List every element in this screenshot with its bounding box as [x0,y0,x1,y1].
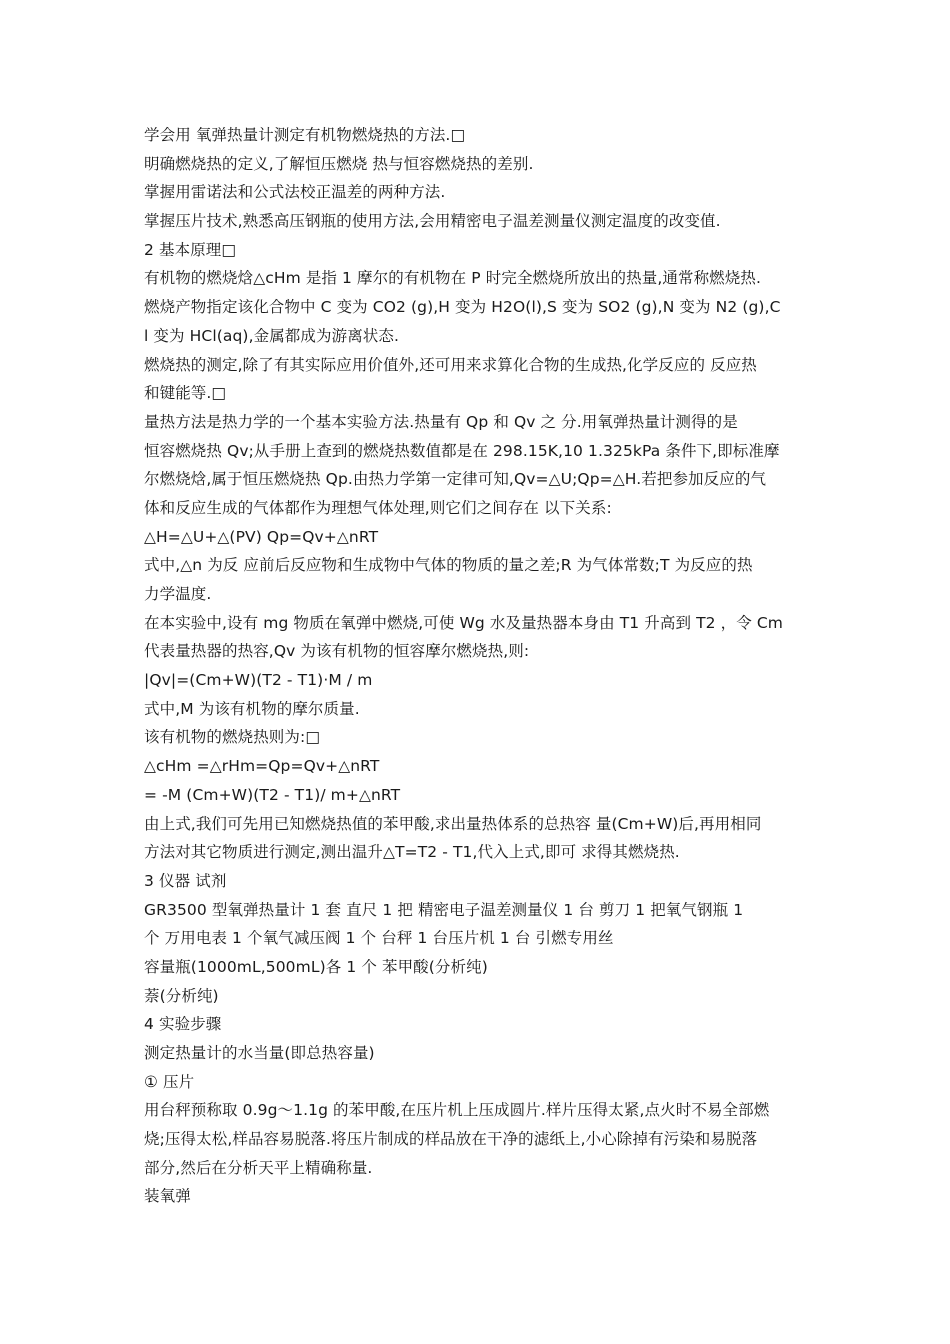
text-line: 萘(分析纯) [144,986,219,1005]
text-line: 学会用 氧弹热量计测定有机物燃烧热的方法.□ [144,126,466,144]
text-line: 体和反应生成的气体都作为理想气体处理,则它们之间存在 以下关系: [144,498,612,517]
text-line: |Qv|=(Cm+W)(T2 - T1)·M / m [144,671,373,690]
text-line: l 变为 HCl(aq),金属都成为游离状态. [144,326,400,345]
text-line: 3 仪器 试剂 [144,871,227,890]
text-line: 部分,然后在分析天平上精确称量. [144,1158,373,1177]
text-line: 掌握用雷诺法和公式法校正温差的两种方法. [144,183,446,202]
document-body [144,121,812,1211]
text-line: △cHm =△rHm=Qp=Qv+△nRT [144,757,380,776]
text-line: 2 基本原理□ [144,240,237,259]
text-line: 力学温度. [144,585,212,603]
text-line: = -M (Cm+W)(T2 - T1)/ m+△nRT [144,785,401,804]
text-line: 和键能等.□ [144,384,227,403]
text-line: 有机物的燃烧焓△cHm 是指 1 摩尔的有机物在 P 时完全燃烧所放出的热量,通常称燃烧热. [144,269,761,288]
text-line: GR3500 型氧弹热量计 1 套 直尺 1 把 精密电子温差测量仪 1 台 剪刀 1 把氧气钢瓶 1 [144,900,744,919]
text-line: 4 实验步骤 [144,1015,222,1034]
text-line: 由上式,我们可先用已知燃烧热值的苯甲酸,求出量热体系的总热容 量(Cm+W)后,再用相同 [144,814,762,833]
text-line: 掌握压片技术,熟悉高压钢瓶的使用方法,会用精密电子温差测量仪测定温度的改变值. [144,212,721,231]
text-line: 燃烧产物指定该化合物中 C 变为 CO2 (g),H 变为 H2O(l),S 变为 SO2 (g),N 变为 N2 (g),C [144,298,781,317]
text-line: 式中,M 为该有机物的摩尔质量. [144,699,360,718]
text-line: 测定热量计的水当量(即总热容量) [144,1044,375,1062]
text-line: 装氧弹 [144,1187,191,1206]
text-line: △H=△U+△(PV) Qp=Qv+△nRT [144,527,379,546]
text-line: 在本实验中,设有 mg 物质在氧弹中燃烧,可使 Wg 水及量热器本身由 T1 升高到 T2 ，令 Cm [144,613,783,632]
text-line: 代表量热器的热容,Qv 为该有机物的恒容摩尔燃烧热,则: [144,642,530,661]
text-line: 烧;压得太松,样品容易脱落.将压片制成的样品放在干净的滤纸上,小心除掉有污染和易脱落 [144,1130,758,1149]
text-line: 量热方法是热力学的一个基本实验方法.热量有 Qp 和 Qv 之 分.用氧弹热量计测得的是 [144,412,738,431]
text-line: 燃烧热的测定,除了有其实际应用价值外,还可用来求算化合物的生成热,化学反应的 反应热 [144,355,757,374]
text-line: ① 压片 [144,1072,195,1091]
text-line: 明确燃烧热的定义,了解恒压燃烧 热与恒容燃烧热的差别. [144,154,534,173]
text-line: 方法对其它物质进行测定,测出温升△T=T2 - T1,代入上式,即可 求得其燃烧热. [144,843,680,862]
text-line: 容量瓶(1000mL,500mL)各 1 个 苯甲酸(分析纯) [144,957,488,976]
text-line: 式中,△n 为反 应前后反应物和生成物中气体的物质的量之差;R 为气体常数;T 为反应的热 [144,556,753,575]
text-line: 恒容燃烧热 Qv;从手册上查到的燃烧热数值都是在 298.15K,10 1.325kPa 条件下,即标准摩 [144,441,780,460]
text-line: 个 万用电表 1 个氧气减压阀 1 个 台秤 1 台压片机 1 台 引燃专用丝 [144,929,614,948]
text-line: 尔燃烧焓,属于恒压燃烧热 Qp.由热力学第一定律可知,Qv=△U;Qp=△H.若把参加反应的气 [144,470,767,489]
text-line: 用台秤预称取 0.9g～1.1g 的苯甲酸,在压片机上压成圆片.样片压得太紧,点火时不易全部燃 [144,1101,770,1120]
text-line: 该有机物的燃烧热则为:□ [144,728,321,747]
